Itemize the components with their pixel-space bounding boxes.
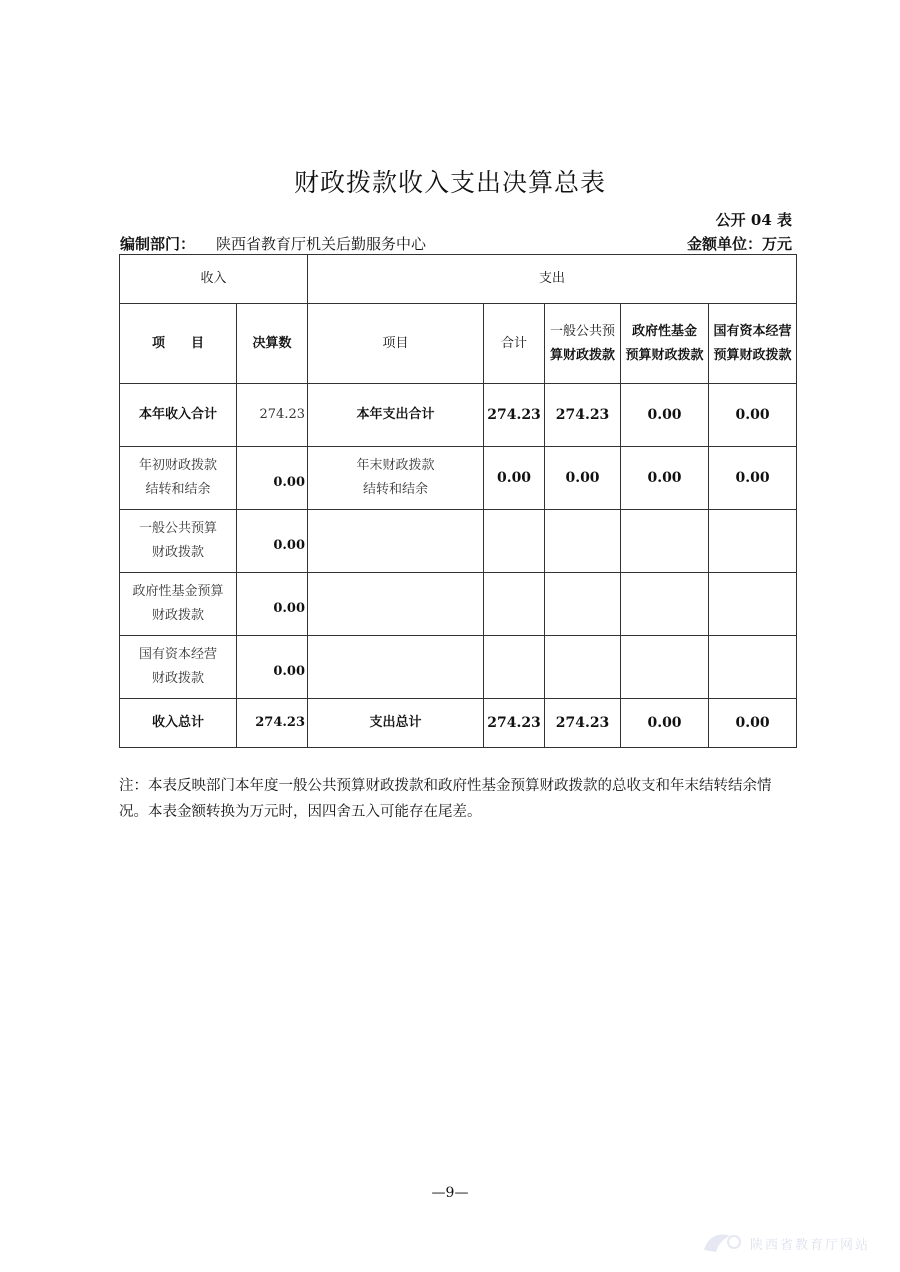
watermark-text: 陕西省教育厅网站 [750,1238,871,1253]
finance-table [119,254,797,748]
header-item-expense: 项目 [308,304,484,384]
site-watermark [700,1228,895,1256]
header-state-capital-line2: 预算财政拨款 [713,347,792,363]
row-income-label [120,447,237,510]
header-gov-fund-line2: 预算财政拨款 [625,347,704,363]
table-note: 注：本表反映部门本年度一般公共预算财政拨款和政府性基金预算财政拨款的总收支和年末结转结余情况。本表金额转换为万元时，因四舍五入可能存在尾差。 [119,778,772,820]
watermark-logo-icon [700,1228,746,1256]
header-state-capital [709,304,797,384]
table-header-row-2 [120,304,797,384]
row-income-label-line2: 财政拨款 [151,608,204,623]
row-state-capital: 0.00 [709,384,797,447]
header-general-budget-line2: 算财政拨款 [550,347,616,363]
row-income-value: 0.00 [237,636,308,699]
header-item-income: 项 目 [120,304,237,384]
row-income-value: 0.00 [237,510,308,573]
page-number: —9— [431,1185,469,1201]
row-total: 274.23 [484,384,545,447]
empty-cell [709,636,797,699]
header-expense: 支出 [308,255,797,304]
header-total: 合计 [484,304,545,384]
row-total: 0.00 [484,447,545,510]
row-income-value: 274.23 [237,384,308,447]
row-income-label: 本年收入合计 [120,384,237,447]
row-income-value: 0.00 [237,447,308,510]
table-row [120,573,797,636]
empty-cell [484,510,545,573]
page-title: 财政拨款收入支出决算总表 [293,168,606,197]
row-gov-fund: 0.00 [621,699,709,748]
row-income-label: 收入总计 [120,699,237,748]
empty-cell [621,636,709,699]
department-line [120,233,426,254]
row-income-label [120,510,237,573]
empty-cell [308,636,484,699]
row-gov-fund: 0.00 [621,447,709,510]
row-general: 274.23 [545,384,621,447]
row-income-label [120,636,237,699]
empty-cell [709,573,797,636]
row-expense-label: 支出总计 [308,699,484,748]
header-general-budget [545,304,621,384]
row-total: 274.23 [484,699,545,748]
row-state-capital: 0.00 [709,699,797,748]
empty-cell [545,573,621,636]
empty-cell [545,510,621,573]
empty-cell [621,573,709,636]
table-number: 公开 04 表 [715,211,792,229]
row-income-label-line1: 一般公共预算 [138,521,217,536]
header-final-amount: 决算数 [237,304,308,384]
row-income-label-line1: 国有资本经营 [138,647,217,662]
header-state-capital-line1: 国有资本经营 [713,323,792,339]
row-income-label-line1: 政府性基金预算 [132,584,224,599]
row-general: 0.00 [545,447,621,510]
empty-cell [709,510,797,573]
table-row [120,699,797,748]
table-row [120,447,797,510]
row-income-value: 0.00 [237,573,308,636]
header-gov-fund [621,304,709,384]
row-expense-label: 本年支出合计 [308,384,484,447]
table-header-row-1 [120,255,797,304]
row-general: 274.23 [545,699,621,748]
empty-cell [484,636,545,699]
empty-cell [484,573,545,636]
row-gov-fund: 0.00 [621,384,709,447]
table-row [120,510,797,573]
department-label: 编制部门： [120,235,196,253]
header-gov-fund-line1: 政府性基金 [632,323,698,339]
department-value: 陕西省教育厅机关后勤服务中心 [216,235,427,253]
row-income-label-line2: 财政拨款 [151,671,204,686]
row-income-label-line1: 年初财政拨款 [138,458,217,473]
row-expense-label-line1: 年末财政拨款 [356,458,435,473]
empty-cell [545,636,621,699]
header-income: 收入 [120,255,308,304]
row-income-value: 274.23 [237,699,308,748]
row-expense-label-line2: 结转和结余 [363,482,429,497]
row-expense-label [308,447,484,510]
row-income-label [120,573,237,636]
table-row [120,384,797,447]
row-state-capital: 0.00 [709,447,797,510]
header-general-budget-line1: 一般公共预 [550,323,616,339]
table-row [120,636,797,699]
row-income-label-line2: 结转和结余 [145,482,211,497]
empty-cell [308,573,484,636]
unit-label: 金额单位：万元 [686,235,792,253]
row-income-label-line2: 财政拨款 [151,545,204,560]
empty-cell [308,510,484,573]
empty-cell [621,510,709,573]
